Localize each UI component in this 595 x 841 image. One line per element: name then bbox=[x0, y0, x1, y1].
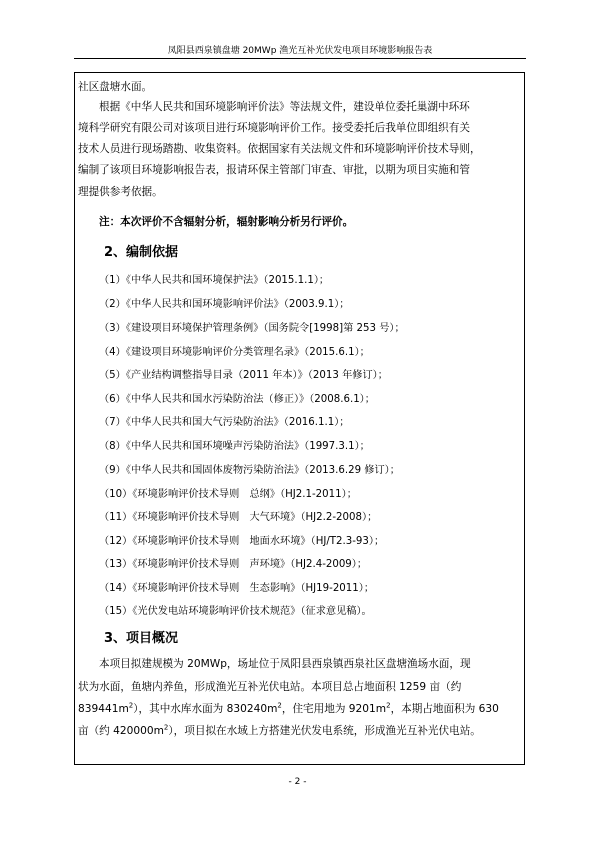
superscript: 2 bbox=[386, 701, 391, 710]
reference-item: （5）《产业结构调整指导目录（2011 年本）》（2013 年修订）； bbox=[99, 370, 388, 381]
overview-text: ），项目拟在水域上方搭建光伏发电系统，形成渔光互补光伏电站。 bbox=[168, 725, 481, 737]
superscript: 2 bbox=[128, 701, 134, 710]
intro-line: 根据《中华人民共和国环境影响评价法》等法规文件，建设单位委托巢湖中环环 bbox=[99, 101, 470, 113]
overview-line bbox=[78, 723, 522, 739]
intro-line: 境科学研究有限公司对该项目进行环境影响评价工作。接受委托后我单位即组织有关 bbox=[78, 122, 470, 134]
reference-item: （4）《建设项目环境影响评价分类管理名录》（2015.6.1）； bbox=[99, 347, 370, 358]
overview-text: 亩（约 420000m bbox=[78, 725, 164, 737]
reference-item: （1）《中华人民共和国环境保护法》（2015.1.1）； bbox=[99, 275, 330, 286]
overview-line: 本项目拟建规模为 20MWp，场址位于凤阳县西泉镇西泉社区盘塘渔场水面，现 bbox=[99, 658, 471, 670]
header-rule bbox=[74, 58, 526, 59]
intro-line: 编制了该项目环境影响报告表，报请环保主管部门审查、审批，以期为项目实施和管 bbox=[78, 164, 470, 176]
intro-line: 社区盘塘水面。 bbox=[78, 81, 153, 93]
page-number: - 2 - bbox=[288, 777, 307, 787]
section-heading: 2、编制依据 bbox=[104, 245, 179, 260]
reference-item: （3）《建设项目环境保护管理条例》（国务院令[1998]第 253 号）； bbox=[99, 323, 405, 334]
overview-text: ，住宅用地为 9201m bbox=[281, 703, 387, 715]
overview-text: ），其中水库水面为 830240m bbox=[133, 703, 278, 715]
overview-text: 839441m bbox=[78, 703, 129, 715]
reference-item: （15）《光伏发电站环境影响评价技术规范》（征求意见稿）。 bbox=[99, 606, 372, 617]
reference-item: （14）《环境影响评价技术导则 生态影响》（HJ19-2011）； bbox=[99, 583, 375, 594]
superscript: 2 bbox=[163, 723, 169, 732]
reference-item: （12）《环境影响评价技术导则 地面水环境》（HJ/T2.3-93）； bbox=[99, 536, 385, 547]
reference-item: （13）《环境影响评价技术导则 声环境》（HJ2.4-2009）； bbox=[99, 559, 368, 570]
intro-line: 技术人员进行现场踏勘、收集资料。依据国家有关法规文件和环境影响评价技术导则， bbox=[78, 143, 481, 155]
overview-line bbox=[78, 701, 522, 717]
overview-line: 状为水面，鱼塘内养鱼，形成渔光互补光伏电站。本项目总占地面积 1259 亩（约 bbox=[78, 681, 462, 693]
superscript: 2 bbox=[277, 701, 282, 710]
reference-item: （11）《环境影响评价技术导则 大气环境》（HJ2.2-2008）； bbox=[99, 512, 378, 523]
section-heading: 3、项目概况 bbox=[104, 631, 179, 646]
reference-item: （2）《中华人民共和国环境影响评价法》（2003.9.1）； bbox=[99, 299, 350, 310]
intro-line: 理提供参考依据。 bbox=[78, 186, 163, 198]
reference-item: （8）《中华人民共和国环境噪声污染防治法》（1997.3.1）； bbox=[99, 441, 370, 452]
reference-item: （10）《环境影响评价技术导则 总纲》（HJ2.1-2011）； bbox=[99, 489, 357, 500]
reference-item: （9）《中华人民共和国固体废物污染防治法》（2013.6.29 修订）； bbox=[99, 465, 400, 476]
page-header-title: 凤阳县西泉镇盘塘 20MWp 渔光互补光伏发电项目环境影响报告表 bbox=[167, 46, 433, 56]
overview-text: ，本期占地面积为 630 bbox=[390, 703, 499, 715]
note-line: 注：本次评价不含辐射分析，辐射影响分析另行评价。 bbox=[99, 216, 354, 228]
reference-item: （7）《中华人民共和国大气污染防治法》（2016.1.1）； bbox=[99, 417, 350, 428]
reference-item: （6）《中华人民共和国水污染防治法（修正）》（2008.6.1）； bbox=[99, 394, 375, 405]
